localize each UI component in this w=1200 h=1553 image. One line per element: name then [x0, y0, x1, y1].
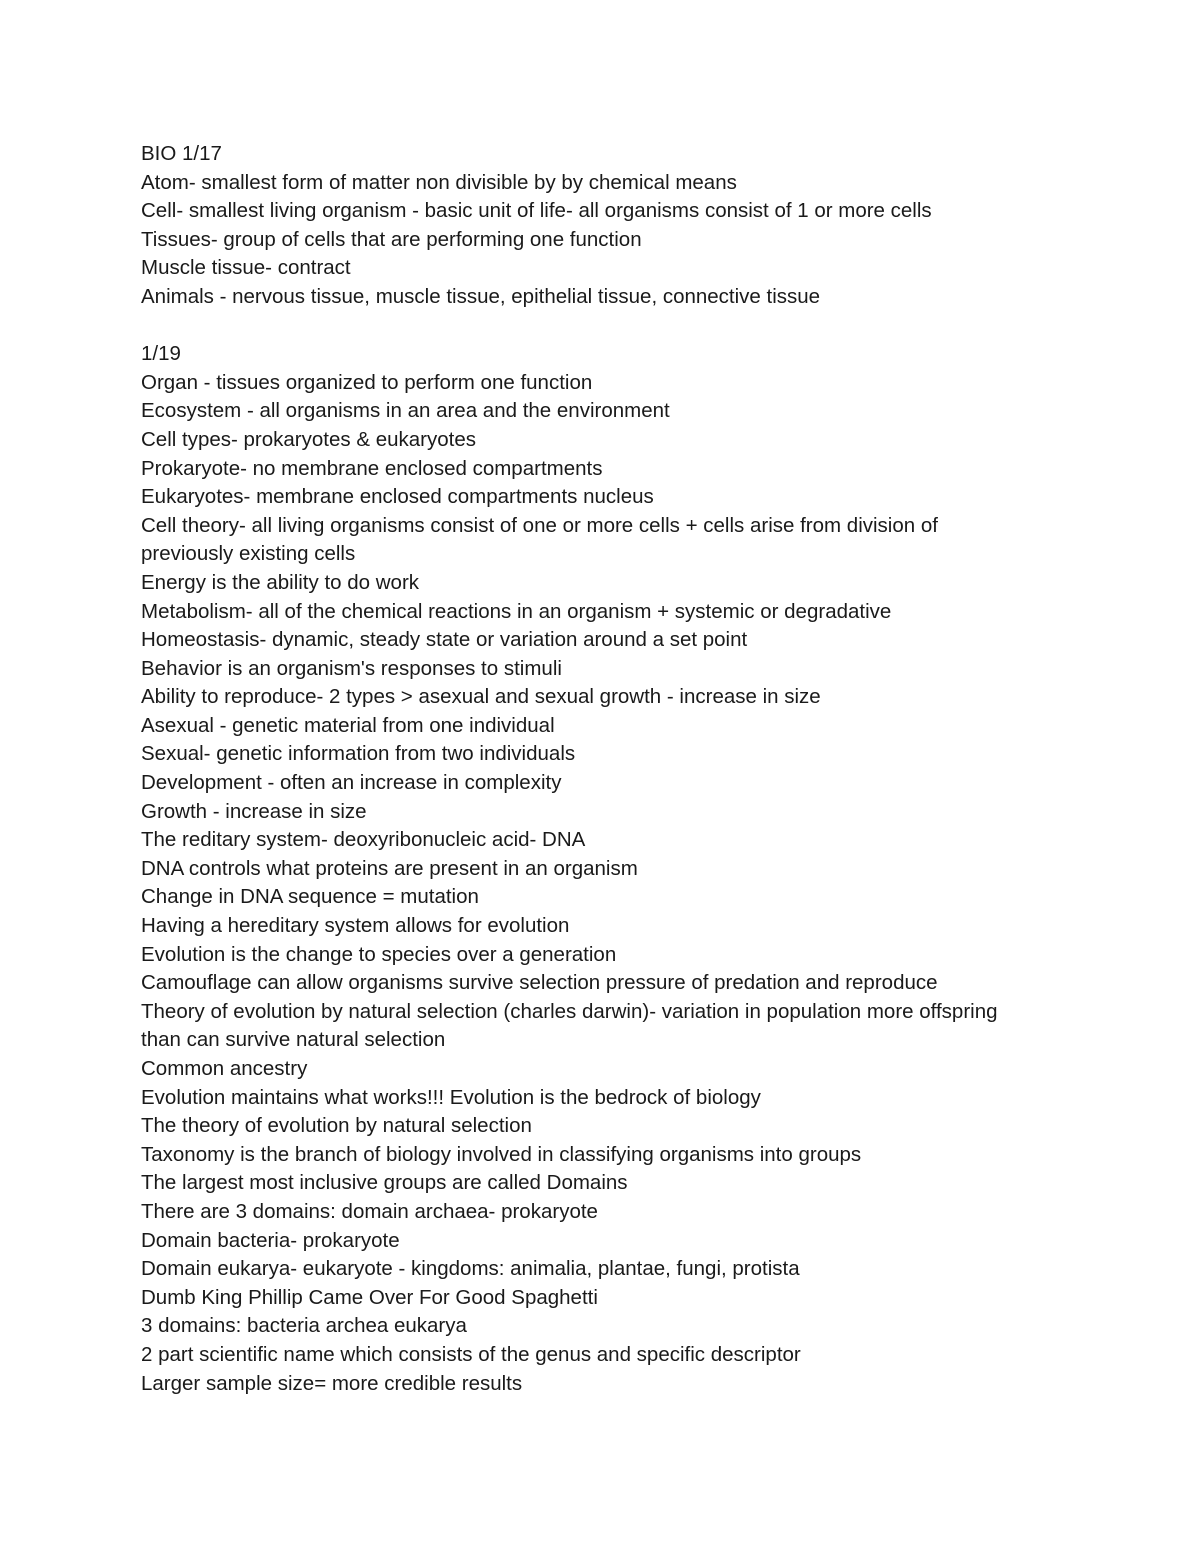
note-line: Prokaryote- no membrane enclosed compartments — [141, 456, 603, 480]
note-line: Common ancestry — [141, 1057, 308, 1080]
note-line: previously existing cells — [141, 542, 356, 566]
note-line: Organ - tissues organized to perform one function — [141, 370, 593, 394]
note-line: Theory of evolution by natural selection (charles darwin)- variation in population more offspring — [141, 999, 998, 1023]
note-line: The reditary system- deoxyribonucleic acid- DNA — [141, 828, 586, 852]
note-line: Growth - increase in size — [141, 799, 367, 823]
note-line: Metabolism- all of the chemical reactions in an organism + systemic or degradative — [141, 599, 892, 623]
note-line: Development - often an increase in complexity — [141, 771, 562, 795]
note-line: Taxonomy is the branch of biology involved in classifying organisms into groups — [141, 1142, 862, 1166]
blank-line — [141, 312, 1141, 341]
section-heading-1-19: 1/19 — [141, 342, 181, 366]
note-line: The theory of evolution by natural selection — [141, 1114, 532, 1138]
note-line: Eukaryotes- membrane enclosed compartments nucleus — [141, 485, 654, 509]
note-line: Change in DNA sequence = mutation — [141, 885, 479, 909]
note-line: 2 part scientific name which consists of the genus and specific descriptor — [141, 1342, 801, 1366]
note-line: Cell types- prokaryotes & eukaryotes — [141, 427, 476, 451]
note-line: Domain bacteria- prokaryote — [141, 1228, 400, 1252]
note-line: Dumb King Phillip Came Over For Good Spaghetti — [141, 1285, 598, 1309]
note-line: Having a hereditary system allows for evolution — [141, 914, 570, 938]
note-line: Behavior is an organism's responses to stimuli — [141, 656, 562, 680]
note-line: Cell theory- all living organisms consist of one or more cells + cells arise from division of — [141, 513, 938, 537]
note-line: There are 3 domains: domain archaea- prokaryote — [141, 1199, 598, 1223]
note-line: Energy is the ability to do work — [141, 570, 420, 594]
note-line: DNA controls what proteins are present in an organism — [141, 856, 638, 880]
note-line: Sexual- genetic information from two individuals — [141, 742, 576, 766]
note-line: Evolution maintains what works!!! Evolution is the bedrock of biology — [141, 1085, 761, 1109]
note-line: Animals - nervous tissue, muscle tissue, epithelial tissue, connective tissue — [141, 284, 821, 308]
note-line: The largest most inclusive groups are called Domains — [141, 1171, 628, 1195]
note-line: Muscle tissue- contract — [141, 256, 351, 280]
note-line: Ecosystem - all organisms in an area and the environment — [141, 399, 670, 423]
note-line: Camouflage can allow organisms survive selection pressure of predation and reproduce — [141, 971, 938, 995]
note-line: Asexual - genetic material from one individual — [141, 713, 555, 737]
notes-body — [141, 140, 1141, 1398]
note-line: Homeostasis- dynamic, steady state or variation around a set point — [141, 628, 748, 652]
note-line: 3 domains: bacteria archea eukarya — [141, 1314, 467, 1338]
note-line: Tissues- group of cells that are performing one function — [141, 227, 642, 251]
note-line: Cell- smallest living organism - basic unit of life- all organisms consist of 1 or more cells — [141, 199, 932, 223]
note-line: Atom- smallest form of matter non divisible by by chemical means — [141, 170, 737, 194]
section-heading-bio-1-17: BIO 1/17 — [141, 142, 222, 165]
note-line: Ability to reproduce- 2 types > asexual and sexual growth - increase in size — [141, 685, 821, 709]
note-line: than can survive natural selection — [141, 1028, 446, 1052]
note-line: Evolution is the change to species over a generation — [141, 942, 617, 966]
note-line: Domain eukarya- eukaryote - kingdoms: animalia, plantae, fungi, protista — [141, 1257, 800, 1281]
note-line: Larger sample size= more credible results — [141, 1371, 523, 1395]
